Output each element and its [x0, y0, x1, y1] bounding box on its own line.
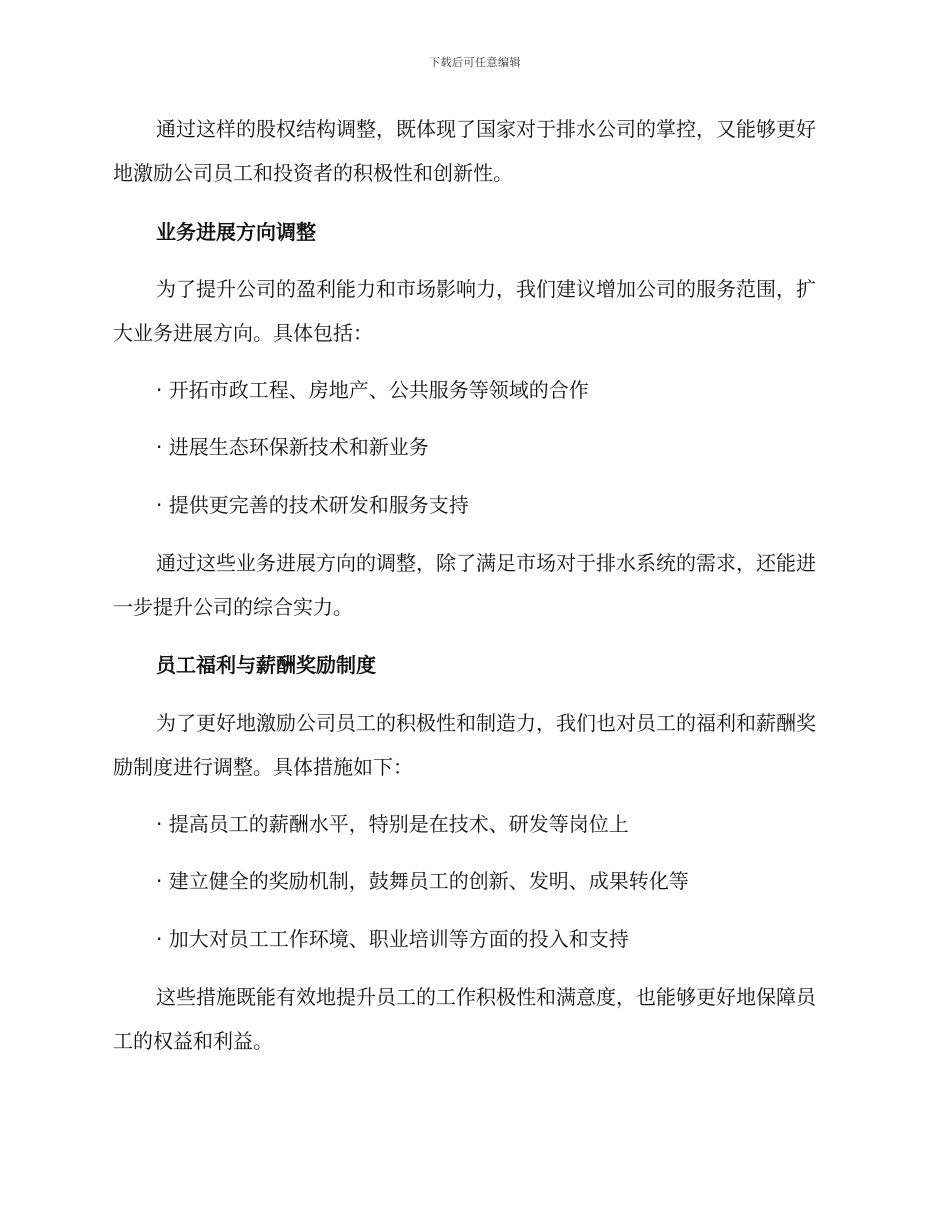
paragraph-benefits-summary: 这些措施既能有效地提升员工的工作积极性和满意度，也能够更好地保障员工的权益和利益。 [113, 985, 816, 1053]
heading-business-direction: 业务进展方向调整 [156, 220, 316, 244]
header-note: 下载后可任意编辑 [429, 56, 521, 69]
bullet-item-rd-support: · 提供更完善的技术研发和服务支持 [156, 493, 469, 517]
paragraph-equity-adjustment: 通过这样的股权结构调整，既体现了国家对于排水公司的掌控，又能够更好地激励公司员工和投资者的积极性和创新性。 [113, 117, 816, 185]
heading-employee-benefits: 员工福利与薪酬奖励制度 [156, 653, 376, 677]
paragraph-business-intro: 为了提升公司的盈利能力和市场影响力，我们建议增加公司的服务范围，扩大业务进展方向。具体包括： [113, 277, 816, 345]
bullet-item-eco-tech: · 进展生态环保新技术和新业务 [156, 435, 429, 459]
bullet-item-cooperation: · 开拓市政工程、房地产、公共服务等领域的合作 [156, 378, 589, 402]
bullet-item-salary: · 提高员工的薪酬水平，特别是在技术、研发等岗位上 [156, 812, 629, 836]
bullet-item-reward-mechanism: · 建立健全的奖励机制，鼓舞员工的创新、发明、成果转化等 [156, 869, 689, 893]
paragraph-business-summary: 通过这些业务进展方向的调整，除了满足市场对于排水系统的需求，还能进一步提升公司的综合实力。 [113, 551, 816, 619]
paragraph-benefits-intro: 为了更好地激励公司员工的积极性和制造力，我们也对员工的福利和薪酬奖励制度进行调整。具体措施如下： [113, 711, 816, 779]
bullet-item-training: · 加大对员工工作环境、职业培训等方面的投入和支持 [156, 927, 629, 951]
